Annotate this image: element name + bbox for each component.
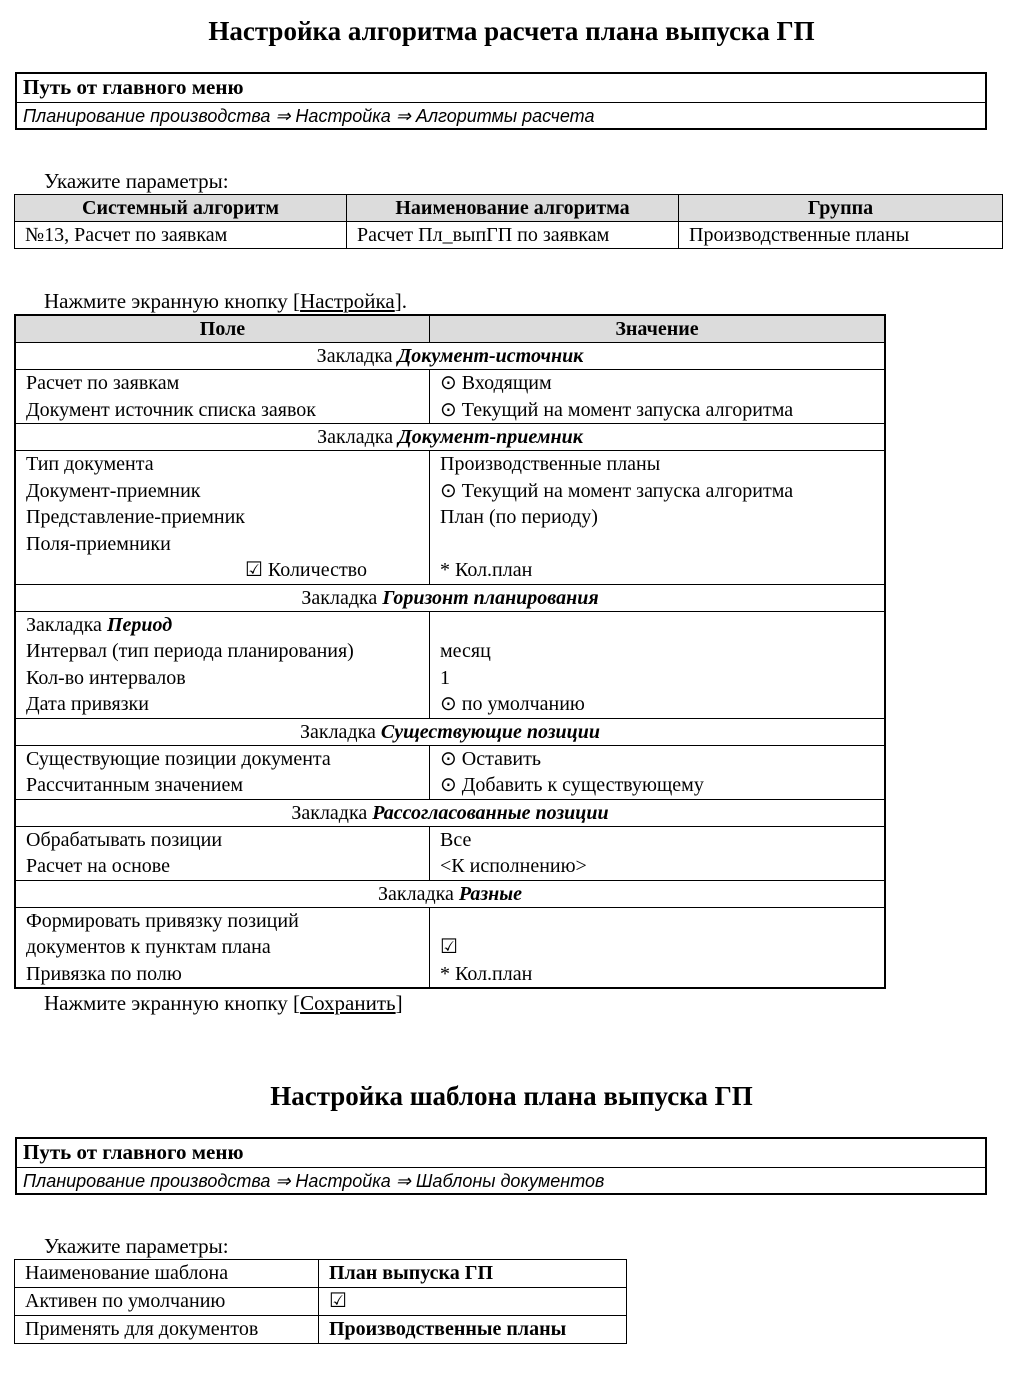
tab-existing-positions: Закладка Существующие позиции	[15, 718, 885, 745]
values-target-document: Производственные планы ⊙ Текущий на момент запуска алгоритма План (по периоду) * Кол.план	[430, 451, 886, 585]
section1-title: Настройка алгоритма расчета плана выпуска ГП	[208, 16, 815, 46]
values-existing-positions: ⊙ Оставить ⊙ Добавить к существующему	[430, 745, 886, 799]
path-header: Путь от главного меню	[17, 74, 985, 103]
template-value: ☑	[319, 1288, 627, 1316]
template-field: Применять для документов	[15, 1316, 319, 1344]
template-value: Производственные планы	[319, 1316, 627, 1344]
prompt-params-2: Укажите параметры:	[44, 1234, 229, 1258]
fields-misc: Формировать привязку позиций документов к пунктам плана Привязка по полю	[15, 907, 430, 988]
section2-title: Настройка шаблона плана выпуска ГП	[270, 1081, 753, 1111]
prompt-settings-button	[44, 288, 407, 314]
quantity-checkbox-label: ☑ Количество	[244, 559, 367, 581]
prompt-save-button	[44, 990, 403, 1016]
fields-existing-positions: Существующие позиции документа Рассчитанным значением	[15, 745, 430, 799]
prompt-save-end: ]	[395, 991, 403, 1015]
values-planning-horizon: месяц 1 ⊙ по умолчанию	[430, 611, 886, 718]
template-field: Активен по умолчанию	[15, 1288, 319, 1316]
menu-path: Планирование производства ⇒ Настройка ⇒ Алгоритмы расчета	[23, 106, 595, 126]
cell-group: Производственные планы	[679, 222, 1003, 249]
section2-path-box	[15, 1137, 987, 1195]
tab-planning-horizon: Закладка Горизонт планирования	[15, 584, 885, 611]
values-mismatched-positions: Все <К исполнению>	[430, 826, 886, 880]
fields-mismatched-positions: Обрабатывать позиции Расчет на основе	[15, 826, 430, 880]
tab-misc: Закладка Разные	[15, 880, 885, 907]
fields-target-document: Тип документа Документ-приемник Представление-приемник Поля-приемники ☑ Количество	[15, 451, 430, 585]
tab-mismatched-positions: Закладка Рассогласованные позиции	[15, 799, 885, 826]
header-algorithm-name: Наименование алгоритма	[347, 195, 679, 222]
menu-path-2: Планирование производства ⇒ Настройка ⇒ Шаблоны документов	[23, 1171, 605, 1191]
prompt-text: Нажмите экранную кнопку [	[44, 289, 301, 313]
tab-target-document: Закладка Документ-приемник	[15, 424, 885, 451]
header-value: Значение	[430, 315, 886, 343]
fields-source-document: Расчет по заявкам Документ источник списка заявок	[15, 370, 430, 424]
cell-system-algorithm: №13, Расчет по заявкам	[15, 222, 347, 249]
params-table	[14, 194, 1003, 249]
template-value: План выпуска ГП	[319, 1260, 627, 1288]
save-button-ref: Сохранить	[300, 991, 396, 1015]
table-row	[15, 1316, 627, 1344]
cell-algorithm-name: Расчет Пл_выпГП по заявкам	[347, 222, 679, 249]
prompt-save-text: Нажмите экранную кнопку [	[44, 991, 301, 1015]
header-system-algorithm: Системный алгоритм	[15, 195, 347, 222]
fields-planning-horizon: Закладка Период Интервал (тип периода планирования) Кол-во интервалов Дата привязки	[15, 611, 430, 718]
template-table	[14, 1259, 627, 1344]
values-source-document: ⊙ Входящим ⊙ Текущий на момент запуска алгоритма	[430, 370, 886, 424]
prompt-params: Укажите параметры:	[44, 169, 229, 193]
table-row	[15, 1288, 627, 1316]
settings-button-ref: Настройка	[300, 289, 395, 313]
section1-path-box	[15, 72, 987, 130]
header-field: Поле	[15, 315, 430, 343]
path-header-2: Путь от главного меню	[17, 1139, 985, 1168]
settings-table	[14, 314, 886, 989]
values-misc: ☑ * Кол.план	[430, 907, 886, 988]
prompt-text-end: ].	[394, 289, 407, 313]
template-field: Наименование шаблона	[15, 1260, 319, 1288]
header-group: Группа	[679, 195, 1003, 222]
table-row	[15, 1260, 627, 1288]
tab-source-document: Закладка Документ-источник	[15, 343, 885, 370]
